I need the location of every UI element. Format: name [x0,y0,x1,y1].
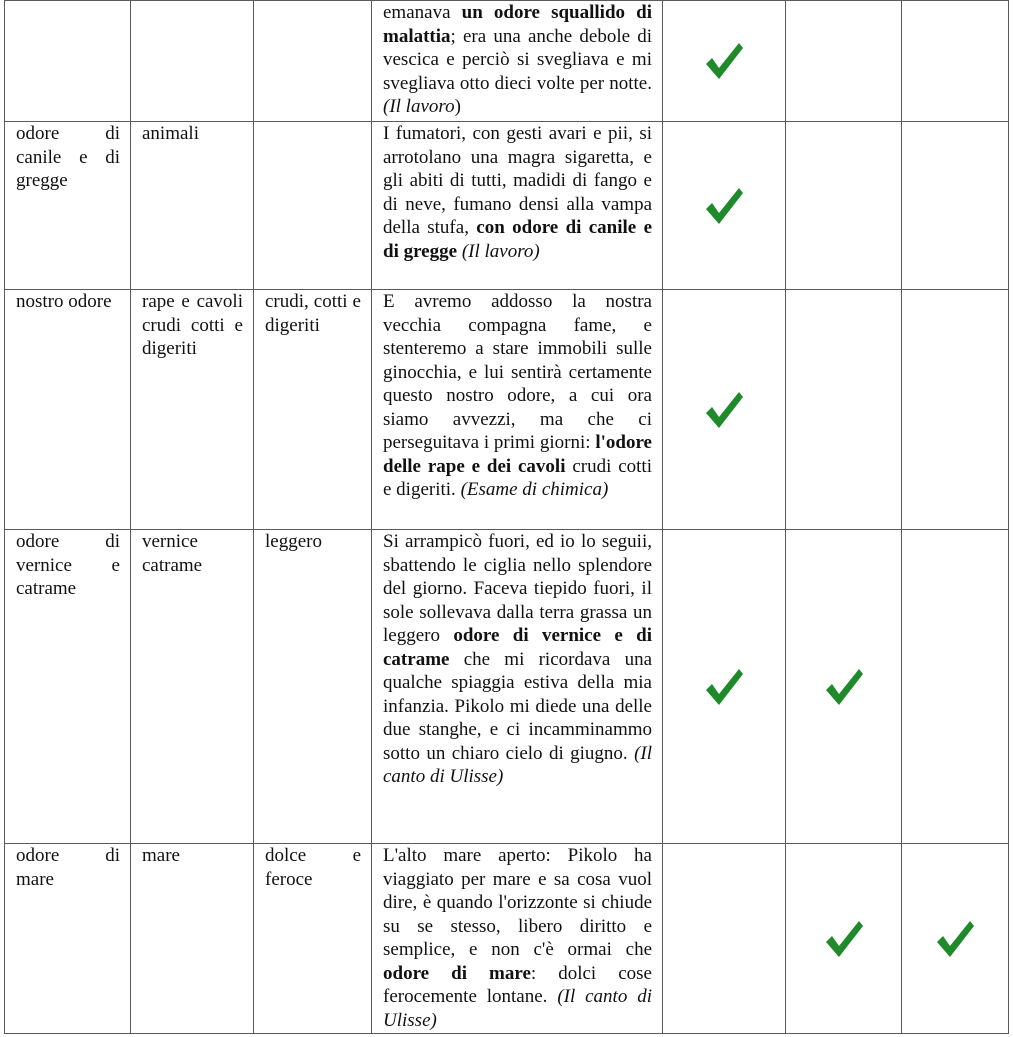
check-mark-icon [703,389,745,431]
quote-bold-text: odore di mare [383,962,531,984]
quote-cell [372,844,663,1034]
quote-source-citation: (Il canto di Ulisse) [383,742,652,787]
table-row [5,1,1009,122]
table-row [5,530,1009,844]
source-cell [131,844,254,1034]
attribute-cell [254,530,372,844]
check-col-2 [786,290,902,530]
table-body [5,1,1009,1034]
check-mark-icon [934,918,976,960]
source-cell-text: vernice catrame [142,531,203,576]
source-cell-text: mare [142,845,180,866]
check-col-2 [786,530,902,844]
attribute-cell [254,122,372,290]
check-mark-icon [703,40,745,82]
check-mark-icon [823,666,865,708]
quote-text: che mi ricordava una qualche spiaggia estiva della mia infanzia. Pikolo mi diede una delle due stanghe, e ci incamminammo sotto un chiaro cielo di giugno. [383,648,652,764]
smell-analysis-table [4,0,1009,1034]
source-cell [131,122,254,290]
quote-text: ; era una anche debole di vescica e perciò si svegliava e mi svegliava otto dieci volte per notte. [383,25,652,94]
quote-text: : dolci cose ferocemente lontane. [383,962,652,1007]
check-col-2 [786,844,902,1034]
attribute-cell [254,290,372,530]
term-cell-text: odore di vernice e catrame [16,531,120,599]
check-mark-icon [703,185,745,227]
quote-text: Si arrampicò fuori, ed io lo seguii, sbattendo le ciglia nello splendore del giorno. Faceva tiepido fuori, il sole sollevava dalla terra grassa un leggero [383,531,652,646]
quote-bold-text: un odore squallido di malattia [383,2,652,47]
quote-cell [372,1,663,122]
check-col-1 [663,530,786,844]
check-col-1 [663,1,786,122]
quote-cell [372,122,663,290]
quote-bold-text: con odore di canile e di gregge [383,217,653,262]
check-col-1 [663,122,786,290]
source-cell [131,290,254,530]
term-cell [5,290,131,530]
term-cell-text: odore di mare [16,845,120,890]
quote-bold-text: l'odore delle rape e dei cavoli [383,432,652,477]
check-col-3 [902,1,1009,122]
attribute-cell-text: dolce e feroce [265,845,361,890]
check-mark-icon [703,666,745,708]
table-row [5,122,1009,290]
source-cell [131,1,254,122]
attribute-cell-text: crudi, cotti e digeriti [265,291,361,336]
source-cell [131,530,254,844]
check-col-2 [786,122,902,290]
term-cell-text: nostro odore [16,291,112,312]
quote-text: L'alto mare aperto: Pikolo ha viaggiato per mare e sa cosa vuol dire, è quando l'orizzonte si chiude su se stesso, libero diritto e semplice, e non c'è ormai che [383,845,652,960]
table-row [5,844,1009,1034]
attribute-cell-text: leggero [265,531,322,552]
check-col-2 [786,1,902,122]
quote-source-citation: (Il canto di Ulisse) [383,986,652,1031]
quote-cell [372,530,663,844]
quote-cell [372,290,663,530]
check-col-3 [902,290,1009,530]
check-col-1 [663,844,786,1034]
check-col-3 [902,844,1009,1034]
quote-text: emanava [383,2,462,23]
term-cell [5,530,131,844]
source-cell-text: rape e cavoli crudi cotti e digeriti [142,291,243,359]
quote-source-citation: (Il lavoro) [461,240,540,262]
quote-text: crudi cotti e digeriti. [383,455,652,500]
term-cell [5,844,131,1034]
quote-bold-text: odore di vernice e di catrame [383,625,652,670]
check-col-3 [902,530,1009,844]
source-cell-text: animali [142,123,199,144]
check-col-1 [663,290,786,530]
attribute-cell [254,844,372,1034]
quote-text: ) [454,96,461,117]
table-row [5,290,1009,530]
check-col-3 [902,122,1009,290]
quote-source-citation: (Esame di chimica) [460,479,609,500]
term-cell-text: odore di canile e di gregge [16,123,120,191]
quote-text: E avremo addosso la nostra vecchia compagna fame, e stenteremo a stare immobili sulle ginocchia, e lui sentirà certamente questo nostro odore, a cui ora siamo avvezzi, ma che ci perseguitava i primi giorni: [383,291,652,453]
term-cell [5,1,131,122]
quote-text: I fumatori, con gesti avari e pii, si arrotolano una magra sigaretta, e gli abiti di tutti, madidi di fango e di neve, fumano densi alla vampa della stufa, [383,123,652,238]
quote-source-citation: (Il lavoro [383,96,455,117]
term-cell [5,122,131,290]
attribute-cell [254,1,372,122]
check-mark-icon [823,918,865,960]
